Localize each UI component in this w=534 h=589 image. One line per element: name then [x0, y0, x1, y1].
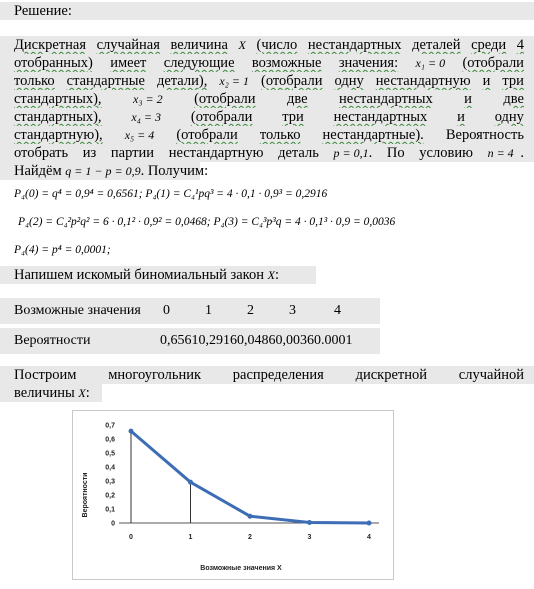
paragraph-line-5 — [0, 108, 534, 126]
data-points — [129, 429, 372, 526]
math-expr: n = 4 — [487, 146, 514, 160]
word: только — [259, 127, 301, 143]
y-tick-label: 0,5 — [105, 450, 115, 458]
word: стандартных), — [14, 91, 102, 107]
word: многоугольник — [108, 367, 202, 383]
x-axis-label: Возможные значения X — [200, 565, 282, 572]
punct: : — [85, 385, 90, 401]
word: стандартных), — [14, 109, 102, 125]
y-tick-label: 0,6 — [105, 436, 115, 444]
distribution-polygon-chart — [72, 410, 394, 580]
word: имеет — [110, 55, 147, 71]
word: три — [282, 109, 304, 125]
drop-lines — [131, 431, 191, 523]
punct: . — [368, 145, 373, 161]
word: нестандартных — [307, 37, 402, 53]
x-tick-label: 2 — [248, 534, 252, 541]
word: (число — [256, 37, 298, 53]
law-intro-line — [0, 266, 316, 284]
word: нестандартных — [339, 91, 433, 107]
word: Построим — [14, 367, 77, 383]
word: (отобрали — [190, 109, 253, 125]
values-row — [0, 298, 380, 324]
word: детали), — [156, 73, 208, 89]
probabilities-cell: 0,65610,29160,04860,00360.0001 — [160, 333, 353, 348]
x-tick-label: 1 — [188, 534, 193, 541]
word: значения: — [338, 55, 399, 71]
chart-svg — [73, 411, 393, 579]
math-var: X — [78, 386, 86, 400]
paragraph-line-6 — [0, 126, 534, 144]
word: нестандартную — [168, 145, 264, 161]
word: отобрать — [14, 145, 69, 161]
word: одну — [494, 109, 524, 125]
word: 4 — [516, 37, 524, 53]
math-expr: p = 0,1 — [333, 146, 369, 160]
formula-line-3: P₄(4) = p⁴ = 0,0001; — [14, 244, 111, 256]
word: две — [287, 91, 308, 107]
math-expr: x₃ = 2 — [133, 92, 163, 106]
probabilities-row-label: Вероятности — [14, 333, 91, 348]
word: среди — [471, 37, 507, 53]
word: стандартные — [66, 73, 145, 89]
word: возможные — [251, 55, 322, 71]
punct: . — [520, 145, 524, 161]
word: . Получим: — [140, 163, 209, 179]
paragraph-line-4 — [0, 90, 534, 108]
word: только — [14, 73, 55, 89]
word: величины — [14, 385, 75, 401]
word: Вероятность — [445, 127, 524, 143]
heading: Решение: — [0, 2, 534, 20]
word: отобранных) — [14, 55, 93, 71]
formula-line-2: P₄(2) = C₄²p²q² = 6 · 0,1² · 0,9² = 0,0468; P₄(3) = C₄³p³q = 4 · 0,1³ · 0,9 = 0,0036 — [18, 216, 396, 228]
value-cell: 2 — [247, 303, 254, 318]
data-point — [307, 520, 312, 525]
x-tick-label: 3 — [307, 534, 312, 541]
probabilities-row — [0, 328, 380, 354]
word: следующие — [163, 55, 235, 71]
series-line — [131, 431, 369, 523]
data-point — [367, 520, 372, 525]
y-tick-label: 0 — [111, 520, 115, 528]
data-point — [248, 514, 253, 519]
word: Найдём — [14, 163, 62, 179]
word: деталь — [278, 145, 319, 161]
word: две — [503, 91, 524, 107]
formula-line-1: P₄(0) = q⁴ = 0,9⁴ = 0,6561; P₄(1) = C₄¹pq³ = 4 · 0,1 · 0,9³ = 0,2916 — [14, 188, 328, 200]
word: распределения — [232, 367, 324, 383]
y-tick-label: 0,3 — [105, 478, 115, 486]
data-point — [129, 429, 134, 434]
word: стандартную), — [14, 127, 103, 143]
word: три — [502, 73, 524, 89]
word: деталей — [412, 37, 461, 53]
paragraph-line-7 — [0, 144, 534, 162]
x-tick-labels — [129, 534, 371, 541]
y-tick-label: 0,7 — [105, 422, 115, 430]
word: величина — [170, 37, 228, 53]
word: (отобрали — [261, 73, 323, 89]
word: По — [386, 145, 405, 161]
value-cell: 1 — [205, 303, 212, 318]
polygon-intro-line-1 — [0, 366, 534, 384]
value-cell: 0 — [163, 303, 170, 318]
math-expr: x₂ = 1 — [219, 74, 249, 88]
word: случайная — [96, 37, 160, 53]
y-tick-label: 0,2 — [105, 492, 115, 500]
y-tick-label: 0,1 — [105, 506, 115, 514]
x-tick-label: 4 — [367, 534, 371, 541]
data-point — [188, 480, 193, 485]
word: нестандартных — [333, 109, 428, 125]
value-cell: 3 — [289, 303, 296, 318]
word: и — [457, 109, 465, 125]
word: (отобрали — [462, 55, 524, 71]
word: партии — [110, 145, 155, 161]
math-var: X — [267, 268, 275, 282]
value-cell: 4 — [334, 303, 341, 318]
word: Дискретная — [14, 37, 87, 53]
paragraph-line-2 — [0, 54, 534, 72]
word: и — [482, 73, 491, 89]
word: из — [82, 145, 97, 161]
word: случайной — [458, 367, 524, 383]
math-expr: x₁ = 0 — [415, 56, 446, 70]
y-axis-label: Вероятности — [82, 472, 89, 518]
word: условию — [419, 145, 473, 161]
paragraph-line-1 — [0, 36, 534, 54]
word: дискретной — [355, 367, 428, 383]
y-tick-labels — [105, 423, 115, 528]
word: и — [464, 91, 472, 107]
math-expr: x₅ = 4 — [124, 128, 155, 142]
y-tick-label: 0,4 — [105, 464, 115, 472]
word: одну — [334, 73, 364, 89]
math-var: X — [238, 38, 246, 52]
punct: : — [274, 267, 280, 283]
paragraph-line-3 — [0, 72, 534, 90]
word: (отобрали — [176, 127, 238, 143]
math-expr: x₄ = 3 — [131, 110, 162, 124]
word: нестандартные). — [322, 127, 424, 143]
math-expr: q = 1 − p = 0,9 — [65, 164, 141, 178]
values-row-label: Возможные значения — [14, 303, 141, 318]
polygon-intro-line-2 — [0, 384, 102, 402]
paragraph-line-8 — [0, 162, 209, 180]
x-tick-label: 0 — [129, 534, 133, 541]
word: нестандартную — [375, 73, 471, 89]
word: (отобрали — [194, 91, 256, 107]
law-intro-text: Напишем искомый биномиальный закон — [14, 267, 265, 283]
